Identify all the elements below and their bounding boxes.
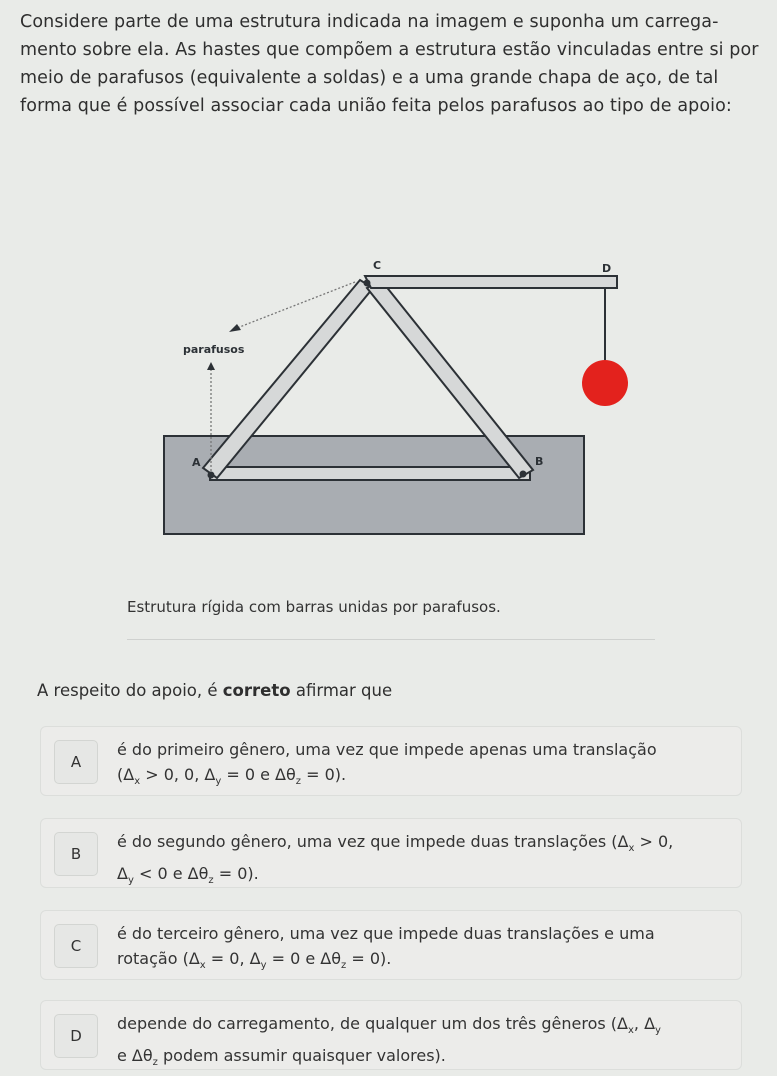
option-letter-b: B <box>54 832 98 876</box>
label-d: D <box>602 262 612 275</box>
figure-caption: Estrutura rígida com barras unidas por parafusos. <box>127 598 501 616</box>
option-letter-d: D <box>54 1014 98 1058</box>
bolt-b <box>520 471 527 478</box>
prompt-emphasis: correto <box>222 681 291 700</box>
option-text-c: é do terceiro gênero, uma vez que impede duas translações e uma rotação ($\Delta_x = 0$, $\Delta_y = 0$ e $\Delta\theta_z = 0$). <box>117 924 655 972</box>
question-text: Considere parte de uma estrutura indicada na imagem e suponha um carrega- mento sobre ela. As hastes que compõem a estrutura estão vinculadas entre si por meio de parafusos (equivalente a soldas) e a uma grande chapa de aço, de tal forma que é possível associar cada união feita pelos parafusos ao tipo de apoio: <box>20 12 759 116</box>
bolt-c <box>364 280 371 287</box>
label-b: B <box>535 455 544 468</box>
option-letter-c: C <box>54 924 98 968</box>
option-a[interactable] <box>40 726 742 796</box>
option-text-a: é do primeiro gênero, uma vez que impede apenas uma translação ($\Delta_x > 0$, 0, $\Delta_y = 0$ e $\Delta\theta_z = 0$). <box>117 740 657 788</box>
option-c[interactable] <box>40 910 742 980</box>
label-c: C <box>373 259 382 272</box>
label-bolts: parafusos <box>183 343 245 356</box>
prompt-text: A respeito do apoio, é correto afirmar que <box>37 681 393 700</box>
caption-divider <box>127 639 655 640</box>
option-b[interactable] <box>40 818 742 888</box>
bar-ab <box>210 467 530 480</box>
label-a: A <box>192 456 201 469</box>
option-letter-a: A <box>54 740 98 784</box>
bar-cd <box>365 276 617 288</box>
option-text-b: é do segundo gênero, uma vez que impede duas translações ($\Delta_x > 0$, $\Delta_y < 0$ e $\Delta\theta_z = 0$). <box>117 832 674 887</box>
structure-figure <box>155 250 612 545</box>
option-text-d: depende do carregamento, de qualquer um dos três gêneros ($\Delta_x$, $\Delta_y$ e $\Delta\theta_z$ podem assumir quaisquer valores). <box>117 1014 661 1069</box>
bolt-a <box>208 472 215 479</box>
load-weight <box>582 360 628 406</box>
option-d[interactable] <box>40 1000 742 1070</box>
